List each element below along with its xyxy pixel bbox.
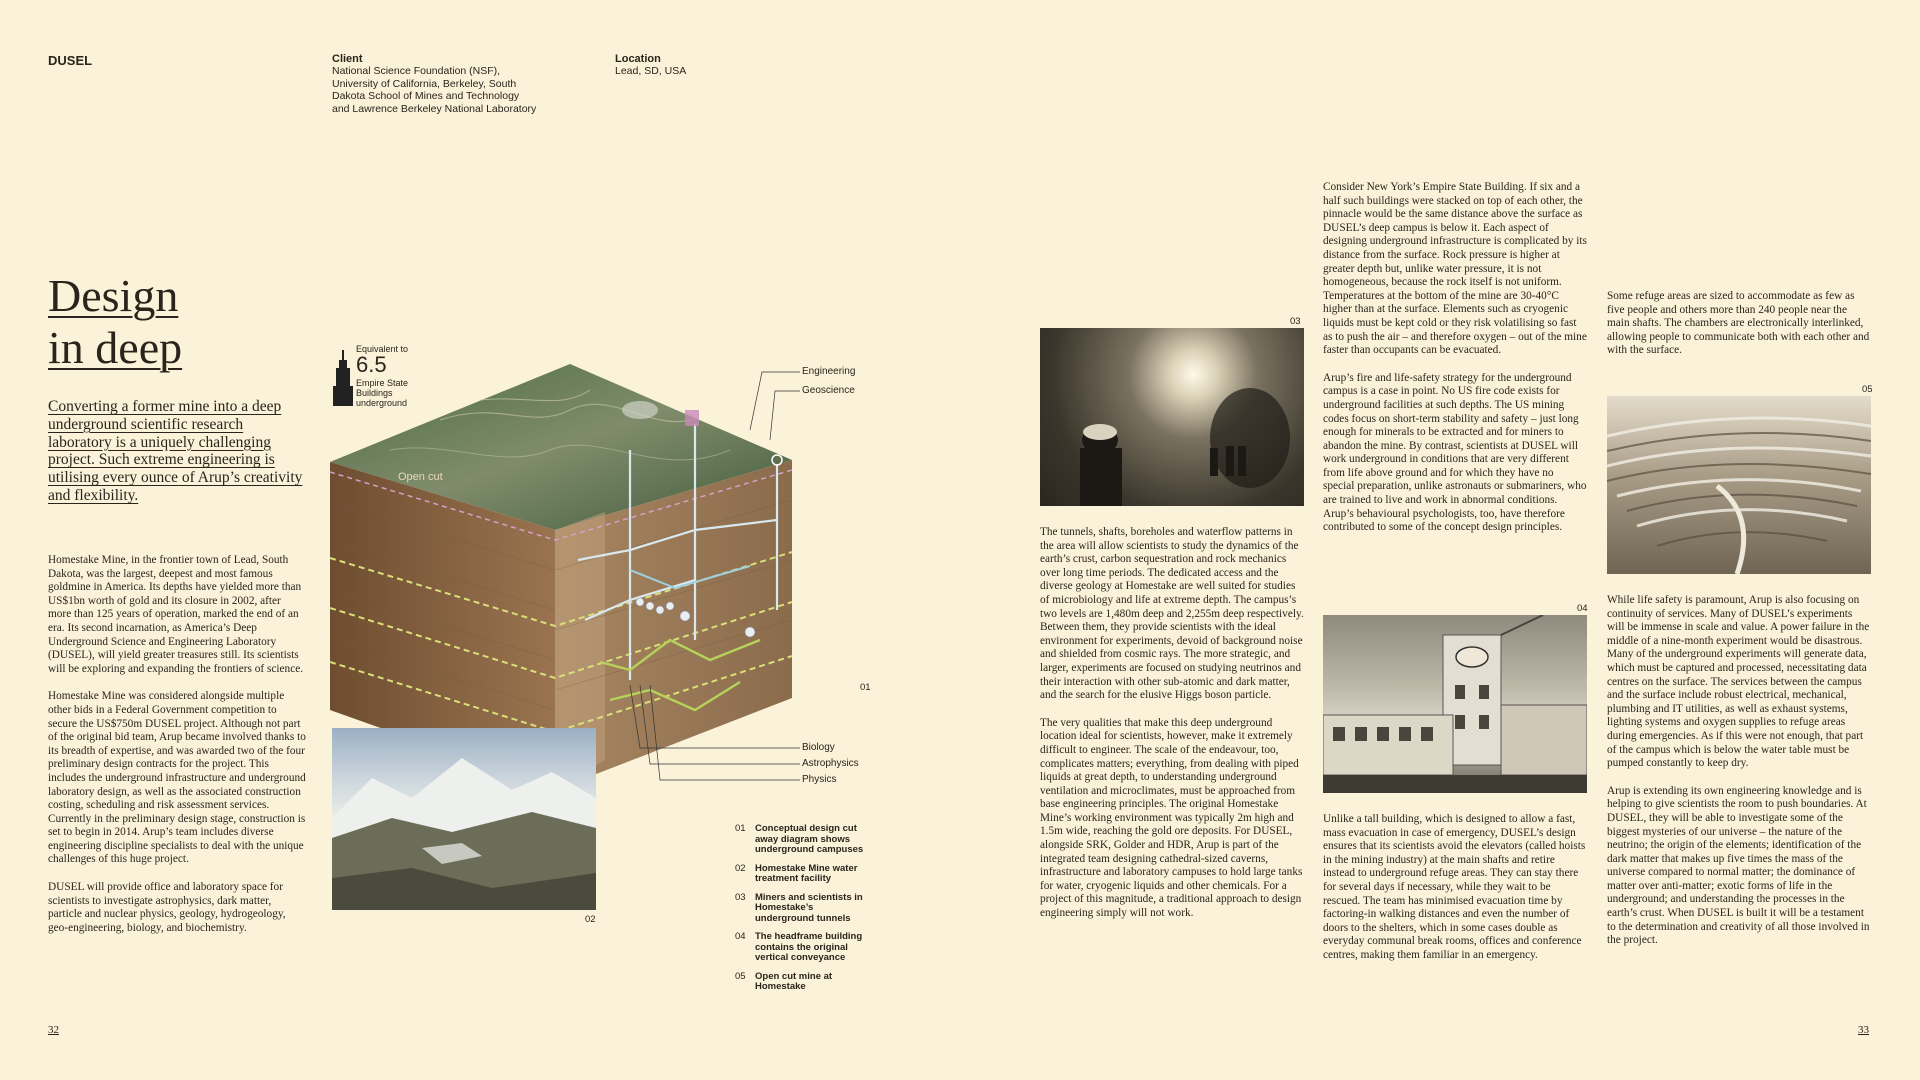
column-5-bottom [1607, 594, 1871, 962]
location-block [615, 53, 686, 78]
paragraph: Unlike a tall building, which is designed to allow a fast, mass evacuation in case of emergency, DUSEL’s design ensures that its scientists avoid the elevators (called hoists in the mining industry) at the main shafts and retire instead to underground refuge areas. They can stay there for several days if necessary, while they wait to be rescued. The team has minimised evacuation time by factoring-in walking distances and even the number of doors to the shelters, which in some cases double as everyday communal break rooms, offices and conference centres, making them familiar in an emergency. [1323, 813, 1586, 961]
cutaway-diagram-svg [330, 340, 890, 790]
cutaway-diagram [330, 340, 890, 790]
client-block [332, 53, 536, 115]
client-line: and Lawrence Berkeley National Laboratory [332, 102, 537, 115]
paragraph: Arup’s fire and life-safety strategy for the underground campus is a case in point. No US fire code exists for underground facilities at such depths. The US mining codes focus on short-term stability and safety – just long enough for minerals to be extracted and for miners to abandon the mine. By contrast, scientists at DUSEL will work underground in conditions that are very different from life above ground and for which they have no special preparation, unlike astronauts or submariners, who are trained to live and work in abnormal conditions. Arup’s behavioural psychologists, too, have therefore contributed to some of the concept design principles. [1323, 371, 1587, 534]
equivalent-caption-line: Buildings [356, 388, 393, 398]
equivalent-caption-line: Empire State [356, 378, 409, 388]
paragraph: Homestake Mine was considered alongside multiple other bids in a Federal Government competition to secure the US$750m DUSEL project. Although not part of the original bid team, Arup became involved thanks to its breadth of expertise, and was awarded two of the four preliminary design contracts for the project. This includes the underground infrastructure and underground laboratory design, as well as the associated construction costing, scheduling and risk assessment services. Currently in the preliminary design stage, construction is set to begin in 2014. Arup’s team includes diverse engineering discipline specialists to deal with the unique challenges of this huge project. [48, 690, 306, 866]
paragraph: Consider New York’s Empire State Building. If six and a half such buildings were stacked on top of each other, the pinnacle would be the same distance above the surface as DUSEL’s deep campus is below it. Each aspect of designing underground infrastructure is complicated by its distance from the surface. Rock pressure is higher at greater depth but, unlike water pressure, it is not homogeneous, because the rock itself is not uniform. Temperatures at the bottom of the mine are 30-40°C higher than at the surface. Elements such as cryogenic liquids must be kept cold or they risk volatilising so fast as to push the air – and therefore oxygen – out of the mine faster than occupants can be evacuated. [1323, 181, 1587, 357]
paragraph: DUSEL will provide office and laboratory space for scientists to investigate astrophysics, dark matter, particle and nuclear physics, geology, hydrogeology, geo-engineering, biology, and biochemistry. [48, 881, 286, 934]
headline-line: in deep [48, 322, 183, 373]
label-engineering: Engineering [802, 366, 856, 377]
caption-item: 04 The headframe building contains the original vertical conveyance [735, 931, 863, 963]
figure-number: 02 [585, 914, 596, 925]
column-1 [48, 554, 306, 949]
equivalent-label: Equivalent to [356, 344, 409, 354]
label-geoscience: Geoscience [802, 385, 855, 396]
column-3 [1040, 526, 1304, 935]
equivalent-caption-line: underground [356, 398, 408, 408]
client-line: University of California, Berkeley, South [332, 77, 517, 90]
paragraph: The tunnels, shafts, boreholes and waterflow patterns in the area will allow scientists to study the dynamics of the earth’s crust, carbon sequestration and rock mechanics over long time periods. The dedicated access and the diverse geology at Homestake are well suited for studies of microbiology and life at extreme depth. The campus’s two levels are 1,480m deep and 2,255m deep respectively. Between them, they provide scientists with the ideal environment for experiments, devoid of background noise and shielded from cosmic rays. The more strategic, and larger, experiments are focused on studying neutrinos and their interaction with other sub-atomic and dark matter, and the search for the elusive Higgs boson particle. [1040, 526, 1304, 702]
figure-captions [735, 824, 880, 1001]
paragraph: The very qualities that make this deep underground location ideal for scientists, however, make it extremely difficult to engineer. The scale of the endeavour, too, complicates matters; everything, from dealing with piped liquids at great depth, to understanding underground ventilation and microclimates, must be approached from base engineering principles. The original Homestake Mine’s working environment was typically 2m high and 1.5m wide, reaching the gold ore deposits. For DUSEL, alongside SRK, Golder and HDR, Arup is part of the integrated team designing cathedral-sized caverns, infrastructure and laboratory campuses to hold large tanks for water, cryogenic liquids and other chemicals. For a project of this magnitude, a traditional approach to design engineering simply will not work. [1040, 716, 1303, 920]
paragraph: Homestake Mine, in the frontier town of Lead, South Dakota, was the largest, deepest and most famous goldmine in America. Its depths have yielded more than US$1bn worth of gold and its closure in 2002, after more than 125 years of operation, marked the end of an era. Its second incarnation, as America’s Deep Underground Science and Engineering Laboratory (DUSEL), will yield greater treasures still. Its scientists will be exploring and expanding the frontiers of science. [48, 554, 304, 675]
caption-item: 02 Homestake Mine water treatment facility [735, 862, 858, 884]
tunnel-scene [1040, 328, 1304, 506]
location-value: Lead, SD, USA [615, 65, 687, 77]
paragraph: Arup is extending its own engineering knowledge and is helping to give scientists the room to push boundaries. At DUSEL, they will be able to investigate some of the biggest mysteries of our universe – the nature of the neutrino; the origin of the elements; identification of the dark matter that makes up five times the mass of the universe compared to normal matter; the dominance of matter over anti-matter; exotic forms of life in the underground; and understanding the processes in the earth’s crust. When DUSEL is built it will be a testament to the determination and creativity of all those involved in the project. [1607, 784, 1870, 947]
open-cut-label: Open cut [398, 471, 443, 483]
label-astrophysics: Astrophysics [802, 758, 859, 769]
equivalent-value: 6.5 [356, 352, 387, 377]
photo-open-cut-mine [1607, 396, 1871, 574]
caption-item: 05 Open cut mine at Homestake [735, 970, 833, 992]
column-4-bottom [1323, 813, 1587, 977]
paragraph: Some refuge areas are sized to accommodate as few as five people and others more than 240 people near the main shafts. The chambers are electronically interlinked, allowing people to communicate both with each other and with the surface. [1607, 290, 1870, 357]
client-label: Client [332, 53, 363, 65]
column-4-top [1323, 181, 1587, 549]
figure-number: 04 [1577, 603, 1588, 614]
figure-number: 01 [860, 682, 871, 693]
photo-headframe-building [1323, 615, 1587, 793]
column-5-top [1607, 290, 1871, 372]
caption-item: 01 Conceptual design cut away diagram shows underground campuses [735, 823, 864, 855]
empire-state-icon [333, 350, 353, 406]
page-number-left: 32 [48, 1024, 59, 1036]
figure-number: 03 [1290, 316, 1301, 327]
photo-water-treatment [332, 728, 596, 910]
open-cut-scene [1607, 396, 1871, 574]
photo-tunnel-miners [1040, 328, 1304, 506]
page-number-right: 33 [1858, 1024, 1869, 1036]
headline-line: Design [48, 270, 179, 321]
label-biology: Biology [802, 742, 835, 753]
project-title: DUSEL [48, 53, 93, 68]
figure-number: 05 [1862, 384, 1873, 395]
client-line: Dakota School of Mines and Technology [332, 90, 520, 102]
client-line: National Science Foundation (NSF), [332, 65, 501, 77]
caption-item: 03 Miners and scientists in Homestake’s underground tunnels [735, 891, 863, 924]
headframe-scene [1323, 615, 1587, 793]
standfirst: Converting a former mine into a deep underground scientific research laboratory is a uniquely challenging project. Such extreme engineering is utilising every ounce of Arup’s creativity and flexibility. [48, 398, 303, 504]
equivalent-caption [356, 378, 408, 408]
paragraph: While life safety is paramount, Arup is also focusing on continuity of services. Many of DUSEL’s experiments will be immense in scale and value. A power failure in the middle of a nine-month experiment would be disastrous. Many of the underground experiments will generate data, which must be captured and processed, necessitating data centres on the surface. The services between the campus and the surface include robust electrical, mechanical, plumbing and IT utilities, as well as exhaust systems, lighting systems and oxygen supplies to refuge areas during emergencies. As if this were not enough, that part of the campus which is below the water table must be pumped constantly to keep dry. [1607, 594, 1870, 770]
headline [48, 270, 182, 374]
label-physics: Physics [802, 774, 837, 785]
mountain-scene [332, 728, 596, 910]
location-label: Location [615, 53, 661, 65]
